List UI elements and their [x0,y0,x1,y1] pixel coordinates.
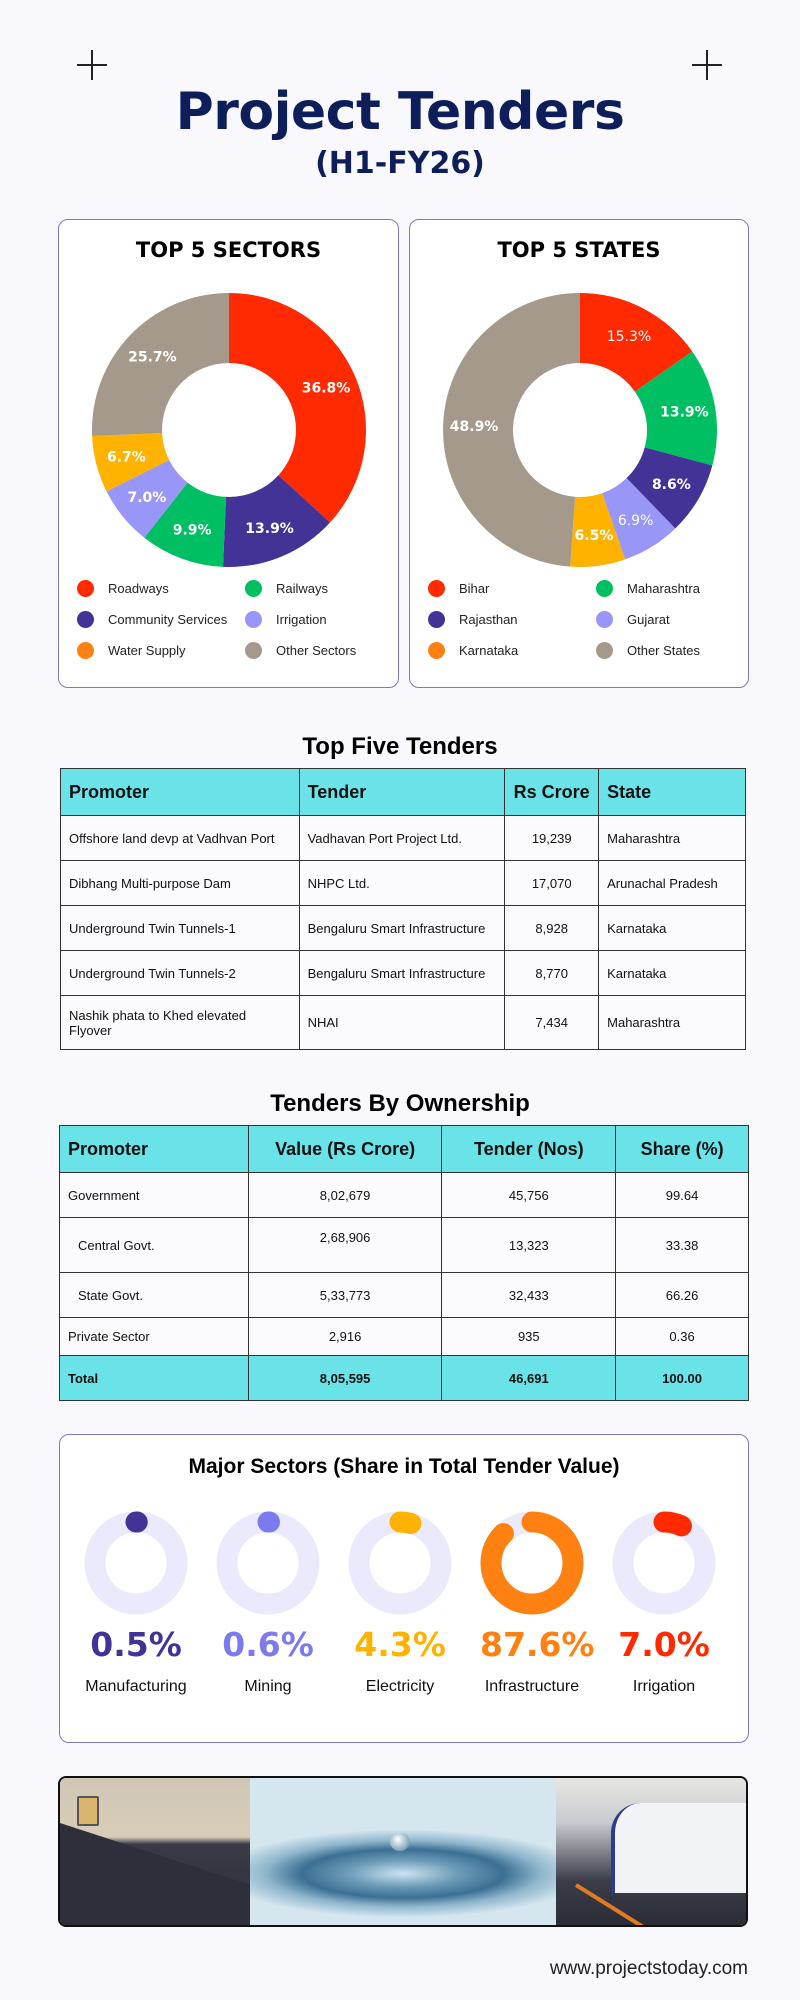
gauge-infrastructure [480,1511,595,1696]
table-row [61,816,746,861]
state-cell: Karnataka [599,906,746,951]
column-header-share: Share (%) [616,1126,749,1173]
legend-color-swatch [245,580,262,597]
table-row-government [60,1173,749,1218]
road-roller-icon [77,1796,99,1826]
promoter-cell: Central Govt. [60,1218,249,1273]
legend-label: Roadways [108,581,169,596]
top-tenders-table [60,768,746,1050]
promoter-cell: Nashik phata to Khed elevated Flyover [61,996,300,1050]
nos-cell: 46,691 [442,1356,616,1401]
table-row [61,996,746,1050]
major-sectors-card [59,1434,749,1743]
legend-color-swatch [428,580,445,597]
table-row-private-sector [60,1318,749,1356]
top-tenders-title: Top Five Tenders [302,733,498,760]
water-drop-photo [250,1778,556,1925]
share-cell: 100.00 [616,1356,749,1401]
data-label-karnataka: 6.5% [574,528,614,545]
legend-item-rajasthan [428,611,518,628]
promoter-cell: Government [60,1173,249,1218]
road-construction-photo [60,1778,250,1925]
gauge-track [359,1522,441,1604]
promoter-cell: Underground Twin Tunnels-2 [61,951,300,996]
gauge-ring-electricity [348,1511,452,1615]
legend-label: Other States [627,643,700,658]
share-cell: 0.36 [616,1318,749,1356]
data-label-other-states: 48.9% [449,419,499,436]
table-row-central-govt [60,1218,749,1273]
gauge-value-infrastructure: 87.6% [480,1625,595,1664]
legend-label: Water Supply [108,643,186,658]
legend-color-swatch [596,611,613,628]
table-row [61,951,746,996]
nos-cell: 935 [442,1318,616,1356]
legend-item-railways [245,580,328,597]
top-states-card [409,219,749,688]
column-header-promoter: Promoter [61,769,300,816]
gauge-ring-manufacturing [84,1511,188,1615]
legend-label: Irrigation [276,612,327,627]
legend-color-swatch [77,642,94,659]
gauge-electricity [348,1511,452,1696]
legend-item-irrigation [245,611,327,628]
data-label-rajasthan: 8.6% [651,476,691,493]
value-cell: 8,770 [505,951,599,996]
image-strip [58,1776,748,1927]
state-cell: Maharashtra [599,996,746,1050]
gauge-track [623,1522,705,1604]
legend-label: Bihar [459,581,490,596]
major-sectors-title: Major Sectors (Share in Total Tender Value) [188,1455,620,1478]
gauge-irrigation [612,1511,716,1696]
tender-cell: Vadhavan Port Project Ltd. [299,816,505,861]
gauge-value-manufacturing: 0.5% [90,1625,182,1664]
crosshair-right-icon [692,50,722,80]
legend-item-other-states [596,642,700,659]
column-header-tender: Tender [299,769,505,816]
legend-color-swatch [245,611,262,628]
page-subtitle: (H1-FY26) [315,146,485,181]
legend-color-swatch [77,580,94,597]
water-drop-icon [390,1833,410,1851]
gauge-label-electricity: Electricity [365,1678,435,1695]
legend-label: Karnataka [459,643,519,658]
gauge-label-irrigation: Irrigation [632,1678,696,1695]
legend-item-community-services [77,611,227,628]
promoter-cell: Underground Twin Tunnels-1 [61,906,300,951]
legend-color-swatch [428,611,445,628]
legend-label: Rajasthan [459,612,518,627]
website-url-link[interactable]: www.projectstoday.com [549,1958,748,1979]
state-cell: Arunachal Pradesh [599,861,746,906]
page-title: Project Tenders [175,82,625,142]
legend-label: Other Sectors [276,643,357,658]
nos-cell: 45,756 [442,1173,616,1218]
ownership-table [59,1125,749,1401]
value-cell: 8,928 [505,906,599,951]
state-cell: Maharashtra [599,816,746,861]
column-header-tender-nos: Tender (Nos) [442,1126,616,1173]
value-cell: 19,239 [505,816,599,861]
value-cell: 8,05,595 [248,1356,442,1401]
legend-label: Gujarat [627,612,670,627]
slice-roadways [229,293,366,523]
tender-cell: Bengaluru Smart Infrastructure [299,951,505,996]
legend-color-swatch [596,642,613,659]
table-header-row [61,769,746,816]
gauge-value-electricity: 4.3% [354,1625,446,1664]
gauge-ring-infrastructure [480,1511,584,1615]
top-sectors-card [58,219,399,688]
data-label-irrigation: 7.0% [127,490,167,507]
legend-item-karnataka [428,642,518,659]
data-label-maharashtra: 13.9% [660,404,709,421]
ownership-title: Tenders By Ownership [270,1090,530,1117]
gauge-value-mining: 0.6% [222,1625,314,1664]
table-row-total [60,1356,749,1401]
top-sectors-donut-chart [89,290,369,570]
legend-label: Community Services [108,612,228,627]
share-cell: 33.38 [616,1218,749,1273]
value-cell: 7,434 [505,996,599,1050]
gauge-manufacturing [84,1511,188,1696]
promoter-cell: Private Sector [60,1318,249,1356]
road-surface [60,1823,250,1925]
table-row [61,861,746,906]
table-row [61,906,746,951]
gauge-track [95,1522,177,1604]
legend-color-swatch [428,642,445,659]
tender-cell: NHAI [299,996,505,1050]
column-header-rs-crore: Rs Crore [505,769,599,816]
data-label-bihar: 15.3% [606,328,652,345]
nos-cell: 32,433 [442,1273,616,1318]
gauge-label-mining: Mining [244,1678,292,1695]
promoter-cell: Dibhang Multi-purpose Dam [61,861,300,906]
share-cell: 99.64 [616,1173,749,1218]
column-header-value: Value (Rs Crore) [248,1126,442,1173]
promoter-cell: Total [60,1356,249,1401]
nos-cell: 13,323 [442,1218,616,1273]
legend-item-gujarat [596,611,670,628]
value-cell: 5,33,773 [248,1273,442,1318]
legend-label: Maharashtra [627,581,700,596]
gauge-label-infrastructure: Infrastructure [484,1678,580,1695]
gauge-fill-infrastructure [491,1522,573,1604]
column-header-state: State [599,769,746,816]
value-cell: 17,070 [505,861,599,906]
metro-train-photo [556,1778,746,1925]
legend-color-swatch [596,580,613,597]
gauge-label-manufacturing: Manufacturing [85,1678,187,1695]
share-cell: 66.26 [616,1273,749,1318]
tender-cell: NHPC Ltd. [299,861,505,906]
top-sectors-title: TOP 5 SECTORS [135,238,322,262]
value-cell: 2,68,906 [248,1218,442,1273]
metro-train-icon [611,1803,746,1893]
gauge-ring-irrigation [612,1511,716,1615]
legend-label: Railways [276,581,329,596]
gauge-track [227,1522,309,1604]
promoter-cell: Offshore land devp at Vadhvan Port [61,816,300,861]
value-cell: 8,02,679 [248,1173,442,1218]
data-label-roadways: 36.8% [301,380,351,397]
data-label-railways: 9.9% [172,522,212,539]
data-label-community-services: 13.9% [245,520,294,537]
gauge-value-irrigation: 7.0% [618,1625,710,1664]
legend-color-swatch [245,642,262,659]
gauge-mining [216,1511,320,1696]
top-states-title: TOP 5 STATES [497,238,661,262]
legend-color-swatch [77,611,94,628]
gauge-ring-mining [216,1511,320,1615]
data-label-gujarat: 6.9% [617,513,654,530]
state-cell: Karnataka [599,951,746,996]
crosshair-left-icon [77,50,107,80]
promoter-cell: State Govt. [60,1273,249,1318]
value-cell: 2,916 [248,1318,442,1356]
column-header-promoter: Promoter [60,1126,249,1173]
legend-item-bihar [428,580,489,597]
legend-item-maharashtra [596,580,700,597]
tender-cell: Bengaluru Smart Infrastructure [299,906,505,951]
legend-item-other-sectors [245,642,356,659]
table-header-row [60,1126,749,1173]
legend-item-water-supply [77,642,186,659]
legend-item-roadways [77,580,169,597]
top-states-donut-chart [440,290,720,570]
table-row-state-govt [60,1273,749,1318]
data-label-other-sectors: 25.7% [128,349,177,366]
data-label-water-supply: 6.7% [106,449,146,466]
